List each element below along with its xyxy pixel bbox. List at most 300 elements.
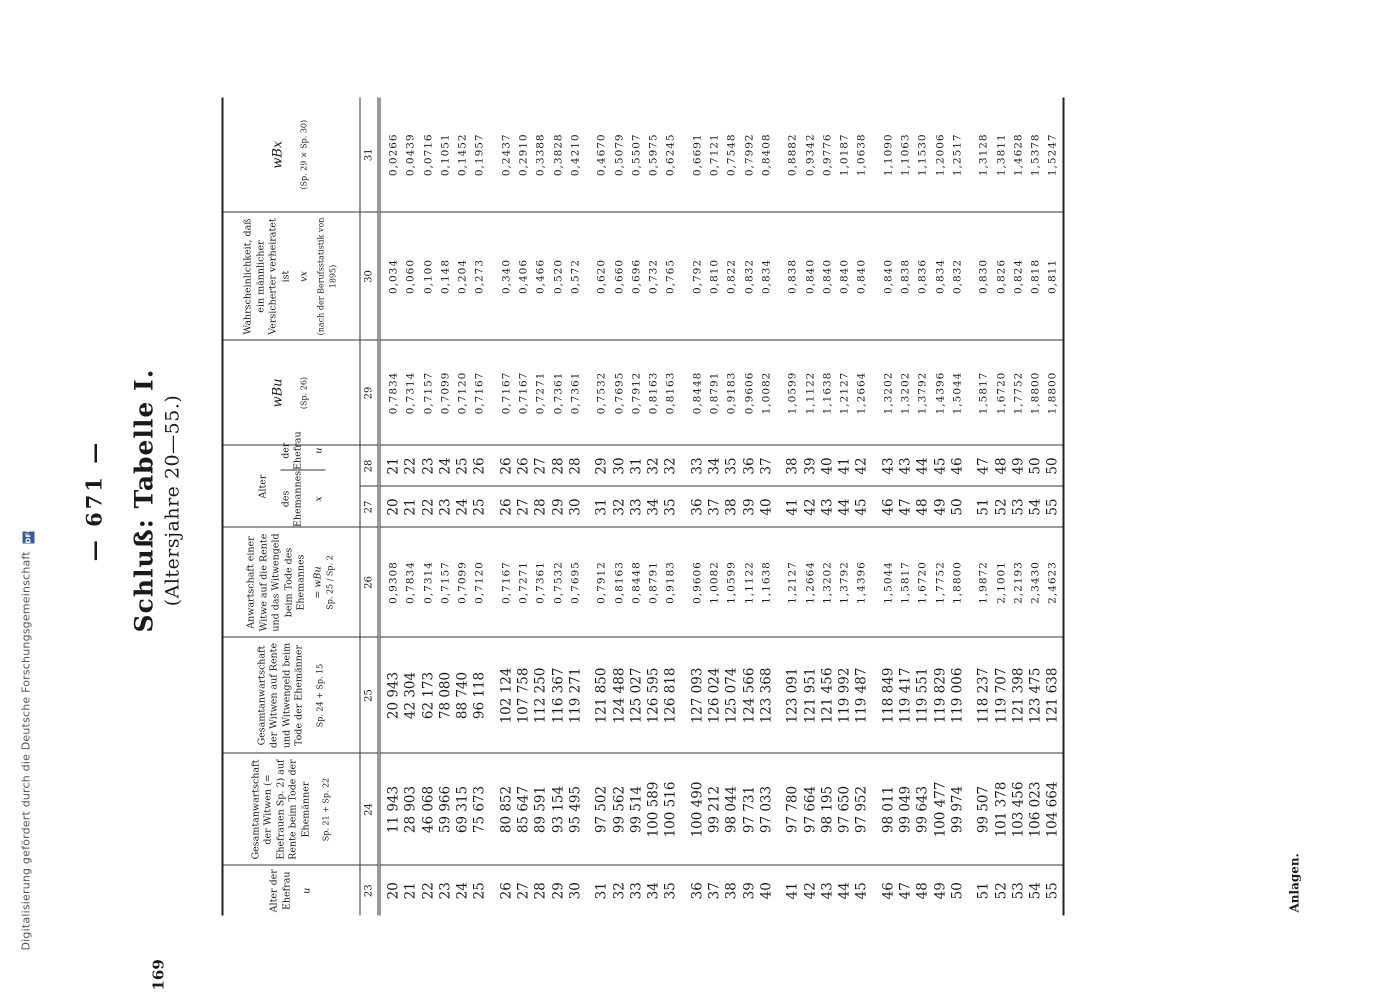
cell-anwartschaft-rente: 11 943 — [379, 754, 403, 866]
cell-vx: 0,466 — [533, 213, 550, 341]
table-row — [871, 98, 897, 916]
table-row — [932, 98, 949, 916]
cell-anwartschaft-witwengeld: 126 024 — [707, 638, 724, 754]
cell-wbx: 1,5247 — [1045, 98, 1063, 213]
header-wahrscheinlichkeit — [223, 213, 361, 341]
cell-alter-ehemann: 33 — [628, 487, 645, 528]
cell-anwartschaft-rente: 97 731 — [741, 754, 758, 866]
cell-anwartschaft-witwe: 2,1001 — [993, 528, 1010, 638]
cell-vx: 0,204 — [455, 213, 472, 341]
table-row — [437, 98, 454, 916]
header-alter-group — [223, 431, 361, 528]
cell-wbu: 0,7099 — [437, 341, 454, 446]
header-ref-29: (Sp. 26) — [299, 376, 309, 410]
header-alter-ehefrau — [223, 866, 361, 916]
cell-alter-ehefrau: 27 — [515, 882, 532, 900]
cell-vx: 0,406 — [516, 213, 533, 341]
cell-vx: 0,340 — [489, 213, 515, 341]
cell-anwartschaft-witwe: 1,9872 — [967, 528, 993, 638]
table-row — [1010, 98, 1027, 916]
cell-anwartschaft-witwe: 1,5044 — [871, 528, 897, 638]
cell-anwartschaft-witwe: 1,1638 — [758, 528, 775, 638]
cell-wbx: 0,8408 — [758, 98, 775, 213]
cell-vx: 0,822 — [724, 213, 741, 341]
cell-vx: 0,060 — [403, 213, 420, 341]
cell-vx: 0,834 — [758, 213, 775, 341]
cell-vx: 0,696 — [628, 213, 645, 341]
cell-alter-ehefrau-2: 36 — [741, 446, 758, 487]
cell-alter-ehemann: 34 — [646, 487, 663, 528]
cell-wbx: 0,5507 — [628, 98, 645, 213]
cell-vx: 0,620 — [585, 213, 611, 341]
header-ehefrau — [280, 431, 326, 471]
header-text-29: wBu — [270, 378, 285, 408]
header-text-25: Gesamtanwartschaft der Witwen auf Rente und Witwengeld beim Tode der Ehemänner — [256, 642, 305, 749]
table-row — [403, 98, 420, 916]
cell-anwartschaft-witwe: 0,8791 — [646, 528, 663, 638]
cell-anwartschaft-witwengeld: 20 943 — [379, 638, 403, 754]
cell-anwartschaft-rente: 28 903 — [403, 754, 420, 866]
cell-alter-ehefrau: 32 — [611, 882, 628, 900]
cell-anwartschaft-witwe: 0,7120 — [472, 528, 489, 638]
cell-anwartschaft-witwengeld: 119 487 — [854, 638, 871, 754]
cell-wbx: 0,0716 — [420, 98, 437, 213]
cell-anwartschaft-rente: 99 562 — [611, 754, 628, 866]
table-row — [680, 98, 706, 916]
cell-alter-ehefrau: 25 — [471, 882, 488, 900]
table-row — [472, 98, 489, 916]
cell-wbx: 1,2006 — [932, 98, 949, 213]
cell-anwartschaft-rente: 97 952 — [854, 754, 871, 866]
cell-anwartschaft-rente: 75 673 — [472, 754, 489, 866]
cell-alter-ehemann: 27 — [516, 487, 533, 528]
cell-vx: 0,840 — [871, 213, 897, 341]
cell-wbu: 1,0082 — [758, 341, 775, 446]
dfg-logo: DFG — [24, 526, 33, 544]
header-text-31: wBx — [270, 140, 285, 169]
cell-anwartschaft-rente: 98 195 — [819, 754, 836, 866]
cell-anwartschaft-witwengeld: 119 417 — [898, 638, 915, 754]
cell-alter-ehemann: 22 — [420, 487, 437, 528]
cell-wbx: 0,3388 — [533, 98, 550, 213]
cell-wbx: 0,7121 — [707, 98, 724, 213]
cell-anwartschaft-witwe: 0,7834 — [403, 528, 420, 638]
table-row — [837, 98, 854, 916]
header-ref-25: Sp. 24 + Sp. 15 — [315, 663, 325, 728]
header-ref-31: (Sp. 29 × Sp. 30) — [299, 119, 309, 190]
cell-alter-ehemann: 47 — [898, 487, 915, 528]
cell-wbu: 0,7167 — [472, 341, 489, 446]
cell-alter-ehemann: 51 — [967, 487, 993, 528]
cell-alter-ehemann: 21 — [403, 487, 420, 528]
col-number: 30 — [360, 213, 379, 341]
cell-wbx: 0,8882 — [776, 98, 802, 213]
cell-alter-ehefrau: 44 — [836, 882, 853, 900]
table-row — [455, 98, 472, 916]
cell-anwartschaft-witwe: 0,7314 — [420, 528, 437, 638]
cell-wbu: 1,8800 — [1028, 341, 1045, 446]
cell-anwartschaft-witwengeld: 118 237 — [967, 638, 993, 754]
cell-wbu: 1,6720 — [993, 341, 1010, 446]
cell-alter-ehefrau: 48 — [914, 882, 931, 900]
cell-anwartschaft-rente: 46 068 — [420, 754, 437, 866]
cell-anwartschaft-rente: 100 477 — [932, 754, 949, 866]
cell-wbx: 0,2910 — [516, 98, 533, 213]
cell-wbx: 1,3128 — [967, 98, 993, 213]
cell-anwartschaft-rente: 85 647 — [516, 754, 533, 866]
cell-alter-ehefrau-2: 23 — [420, 446, 437, 487]
cell-alter-ehefrau-2: 50 — [1028, 446, 1045, 487]
cell-wbx: 0,9342 — [802, 98, 819, 213]
cell-alter-ehefrau: 37 — [706, 882, 723, 900]
column-number-row — [360, 98, 379, 916]
cell-wbx: 0,5975 — [646, 98, 663, 213]
cell-alter-ehemann: 41 — [776, 487, 802, 528]
table-row — [585, 98, 611, 916]
cell-alter-ehemann: 24 — [455, 487, 472, 528]
cell-wbu: 1,8800 — [1045, 341, 1063, 446]
cell-alter-ehefrau: 34 — [645, 882, 662, 900]
cell-vx: 0,792 — [680, 213, 706, 341]
cell-alter-ehemann: 29 — [550, 487, 567, 528]
cell-anwartschaft-witwe: 1,6720 — [915, 528, 932, 638]
cell-wbu: 0,7695 — [611, 341, 628, 446]
cell-anwartschaft-witwengeld: 112 250 — [533, 638, 550, 754]
cell-alter-ehefrau-2: 30 — [611, 446, 628, 487]
header-sym-27: x — [313, 496, 324, 502]
cell-anwartschaft-witwengeld: 116 367 — [550, 638, 567, 754]
cell-alter-ehefrau-2: 38 — [776, 446, 802, 487]
cell-alter-ehemann: 38 — [724, 487, 741, 528]
cell-alter-ehemann: 36 — [680, 487, 706, 528]
cell-anwartschaft-witwe: 1,2127 — [776, 528, 802, 638]
cell-anwartschaft-witwe: 1,8800 — [949, 528, 966, 638]
cell-alter-ehefrau-2: 44 — [915, 446, 932, 487]
cell-anwartschaft-witwe: 1,0599 — [724, 528, 741, 638]
cell-vx: 0,838 — [776, 213, 802, 341]
cell-alter-ehemann: 30 — [567, 487, 584, 528]
cell-anwartschaft-rente: 99 212 — [707, 754, 724, 866]
cell-wbx: 0,6691 — [680, 98, 706, 213]
cell-anwartschaft-witwengeld: 78 080 — [437, 638, 454, 754]
cell-wbu: 0,8163 — [663, 341, 680, 446]
cell-wbx: 0,1051 — [437, 98, 454, 213]
header-text-24: Gesamtanwartschaft der Witwen (= Ehefrauen Sp. 2) auf Rente beim Tode der Ehemänner — [250, 759, 311, 860]
cell-alter-ehefrau: 45 — [853, 882, 870, 900]
cell-vx: 0,840 — [854, 213, 871, 341]
cell-alter-ehefrau: 26 — [498, 882, 515, 900]
cell-alter-ehefrau-2: 24 — [437, 446, 454, 487]
cell-alter-ehefrau-2: 26 — [516, 446, 533, 487]
cell-alter-ehefrau-2: 26 — [472, 446, 489, 487]
cell-anwartschaft-witwengeld: 119 992 — [837, 638, 854, 754]
cell-vx: 0,818 — [1028, 213, 1045, 341]
cell-anwartschaft-witwengeld: 123 368 — [758, 638, 775, 754]
header-text-26: Anwartschaft einer Witwe auf die Rente und das Witwengeld beim Tode des Ehemannes — [245, 533, 307, 632]
table-row — [1028, 98, 1045, 916]
cell-anwartschaft-rente: 89 591 — [533, 754, 550, 866]
header-sym-26: = wBu — [312, 566, 324, 599]
cell-alter-ehemann: 42 — [802, 487, 819, 528]
cell-alter-ehefrau: 38 — [723, 882, 740, 900]
cell-alter-ehemann: 23 — [437, 487, 454, 528]
cell-wbx: 0,4670 — [585, 98, 611, 213]
cell-anwartschaft-witwe: 0,9606 — [680, 528, 706, 638]
cell-anwartschaft-witwe: 1,0082 — [707, 528, 724, 638]
cell-vx: 0,811 — [1045, 213, 1063, 341]
cell-wbx: 0,4210 — [567, 98, 584, 213]
cell-wbu: 1,2664 — [854, 341, 871, 446]
cell-alter-ehemann: 43 — [819, 487, 836, 528]
cell-wbu: 1,3792 — [915, 341, 932, 446]
cell-wbu: 1,2127 — [837, 341, 854, 446]
cell-alter-ehefrau: 54 — [1027, 882, 1044, 900]
cell-anwartschaft-witwengeld: 125 074 — [724, 638, 741, 754]
cell-anwartschaft-rente: 99 974 — [949, 754, 966, 866]
cell-anwartschaft-witwe: 2,4623 — [1045, 528, 1063, 638]
cell-wbx: 1,5378 — [1028, 98, 1045, 213]
cell-wbx: 0,0266 — [379, 98, 403, 213]
cell-anwartschaft-witwe: 1,2664 — [802, 528, 819, 638]
header-sym-28: u — [313, 447, 324, 454]
cell-vx: 0,838 — [898, 213, 915, 341]
cell-wbu: 1,1122 — [802, 341, 819, 446]
cell-wbx: 0,2437 — [489, 98, 515, 213]
cell-vx: 0,832 — [949, 213, 966, 341]
cell-wbx: 0,7992 — [741, 98, 758, 213]
table-row — [628, 98, 645, 916]
cell-anwartschaft-witwengeld: 119 707 — [993, 638, 1010, 754]
cell-wbx: 1,1063 — [898, 98, 915, 213]
header-ehemann — [280, 471, 326, 527]
cell-anwartschaft-rente: 99 514 — [628, 754, 645, 866]
table-row — [967, 98, 993, 916]
cell-alter-ehefrau-2: 35 — [724, 446, 741, 487]
cell-vx: 0,826 — [993, 213, 1010, 341]
table-row — [802, 98, 819, 916]
cell-anwartschaft-rente: 99 507 — [967, 754, 993, 866]
col-number: 24 — [360, 754, 379, 866]
cell-wbx: 1,2517 — [949, 98, 966, 213]
table-row — [993, 98, 1010, 916]
cell-alter-ehefrau-2: 42 — [854, 446, 871, 487]
cell-alter-ehefrau: 28 — [532, 882, 549, 900]
cell-alter-ehefrau: 53 — [1010, 882, 1027, 900]
cell-alter-ehefrau-2: 49 — [1010, 446, 1027, 487]
table-row — [489, 98, 515, 916]
cell-anwartschaft-witwengeld: 124 488 — [611, 638, 628, 754]
header-text-27: des Ehemannes — [280, 470, 304, 527]
cell-anwartschaft-witwe: 0,9308 — [379, 528, 403, 638]
cell-alter-ehefrau-2: 34 — [707, 446, 724, 487]
cell-anwartschaft-witwe: 0,7695 — [567, 528, 584, 638]
cell-alter-ehemann: 31 — [585, 487, 611, 528]
cell-alter-ehefrau-2: 29 — [585, 446, 611, 487]
cell-anwartschaft-rente: 97 033 — [758, 754, 775, 866]
cell-wbu: 1,3202 — [871, 341, 897, 446]
cell-wbu: 0,7912 — [628, 341, 645, 446]
cell-alter-ehefrau: 33 — [628, 882, 645, 900]
table-row — [949, 98, 966, 916]
cell-anwartschaft-rente: 93 154 — [550, 754, 567, 866]
header-ref-30: (nach der Berufsstatistik von 1895) — [316, 217, 338, 336]
cell-vx: 0,836 — [915, 213, 932, 341]
digitization-credit — [19, 526, 35, 951]
cell-wbu: 0,7167 — [516, 341, 533, 446]
cell-alter-ehemann: 44 — [837, 487, 854, 528]
header-wbu — [223, 341, 361, 446]
cell-alter-ehefrau-2: 39 — [802, 446, 819, 487]
cell-alter-ehefrau-2: 43 — [871, 446, 897, 487]
cell-anwartschaft-rente: 95 495 — [567, 754, 584, 866]
cell-wbu: 1,1638 — [819, 341, 836, 446]
cell-alter-ehefrau: 43 — [819, 882, 836, 900]
col-number: 25 — [360, 638, 379, 754]
cell-alter-ehefrau-2: 31 — [628, 446, 645, 487]
cell-alter-ehefrau-2: 32 — [646, 446, 663, 487]
cell-alter-ehemann: 54 — [1028, 487, 1045, 528]
header-text-28: der Ehefrau — [280, 431, 304, 470]
cell-wbu: 0,7361 — [567, 341, 584, 446]
cell-vx: 0,765 — [663, 213, 680, 341]
cell-alter-ehemann: 48 — [915, 487, 932, 528]
cell-alter-ehefrau-2: 25 — [455, 446, 472, 487]
cell-anwartschaft-rente: 100 490 — [680, 754, 706, 866]
cell-alter-ehemann: 40 — [758, 487, 775, 528]
cell-wbu: 0,7120 — [455, 341, 472, 446]
cell-alter-ehefrau-2: 41 — [837, 446, 854, 487]
page-number-side: 169 — [149, 959, 168, 991]
cell-anwartschaft-witwe: 0,9183 — [663, 528, 680, 638]
cell-wbx: 0,7548 — [724, 98, 741, 213]
cell-wbx: 1,1090 — [871, 98, 897, 213]
cell-anwartschaft-witwengeld: 121 951 — [802, 638, 819, 754]
cell-anwartschaft-rente: 97 650 — [837, 754, 854, 866]
cell-anwartschaft-witwengeld: 123 091 — [776, 638, 802, 754]
cell-alter-ehefrau-2: 40 — [819, 446, 836, 487]
table-row — [758, 98, 775, 916]
cell-alter-ehefrau: 50 — [949, 882, 966, 900]
cell-anwartschaft-witwe: 1,3202 — [819, 528, 836, 638]
cell-alter-ehemann: 55 — [1045, 487, 1063, 528]
cell-wbx: 1,3811 — [993, 98, 1010, 213]
cell-wbx: 1,4628 — [1010, 98, 1027, 213]
cell-alter-ehemann: 53 — [1010, 487, 1027, 528]
cell-alter-ehefrau: 47 — [897, 882, 914, 900]
cell-alter-ehemann: 25 — [472, 487, 489, 528]
cell-vx: 0,572 — [567, 213, 584, 341]
table-row — [776, 98, 802, 916]
cell-alter-ehefrau: 23 — [437, 882, 454, 900]
cell-vx: 0,034 — [379, 213, 403, 341]
table-row — [741, 98, 758, 916]
cell-anwartschaft-rente: 98 011 — [871, 754, 897, 866]
cell-alter-ehefrau: 46 — [880, 882, 897, 900]
cell-alter-ehefrau-2: 37 — [758, 446, 775, 487]
table-row — [724, 98, 741, 916]
cell-anwartschaft-witwe: 2,2193 — [1010, 528, 1027, 638]
cell-anwartschaft-witwe: 0,7271 — [516, 528, 533, 638]
cell-anwartschaft-rente: 98 044 — [724, 754, 741, 866]
cell-wbu: 0,9606 — [741, 341, 758, 446]
cell-anwartschaft-witwe: 0,7157 — [437, 528, 454, 638]
cell-anwartschaft-witwe: 0,7167 — [489, 528, 515, 638]
cell-anwartschaft-witwengeld: 107 758 — [516, 638, 533, 754]
cell-wbx: 0,9776 — [819, 98, 836, 213]
cell-alter-ehemann: 28 — [533, 487, 550, 528]
cell-alter-ehefrau: 31 — [593, 882, 610, 900]
col-number: 23 — [360, 866, 379, 916]
cell-vx: 0,830 — [967, 213, 993, 341]
cell-wbu: 0,7157 — [420, 341, 437, 446]
page-number-top: — 671 — — [81, 439, 107, 562]
table-row — [516, 98, 533, 916]
col-number: 31 — [360, 98, 379, 213]
cell-anwartschaft-witwengeld: 119 551 — [915, 638, 932, 754]
cell-alter-ehemann: 37 — [707, 487, 724, 528]
cell-alter-ehemann: 45 — [854, 487, 871, 528]
cell-anwartschaft-witwengeld: 102 124 — [489, 638, 515, 754]
cell-wbu: 0,7361 — [550, 341, 567, 446]
table-row — [533, 98, 550, 916]
cell-alter-ehefrau: 51 — [975, 882, 992, 900]
col-number: 29 — [360, 341, 379, 446]
table-row — [420, 98, 437, 916]
cell-vx: 0,273 — [472, 213, 489, 341]
table-title: Schluß: Tabelle I. — [129, 368, 159, 633]
cell-anwartschaft-rente: 101 378 — [993, 754, 1010, 866]
cell-alter-ehefrau-2: 22 — [403, 446, 420, 487]
table-row — [567, 98, 584, 916]
table-row — [379, 98, 403, 916]
cell-alter-ehemann: 46 — [871, 487, 897, 528]
cell-anwartschaft-witwengeld: 127 093 — [680, 638, 706, 754]
cell-wbu: 0,8163 — [646, 341, 663, 446]
cell-anwartschaft-witwengeld: 119 271 — [567, 638, 584, 754]
cell-wbx: 0,0439 — [403, 98, 420, 213]
cell-wbu: 0,8791 — [707, 341, 724, 446]
footnote-anlagen: Anlagen. — [1287, 853, 1302, 913]
header-wbx — [223, 98, 361, 213]
cell-vx: 0,148 — [437, 213, 454, 341]
cell-anwartschaft-rente: 100 589 — [646, 754, 663, 866]
header-text-23: Alter der Ehefrau — [268, 869, 293, 913]
data-table — [222, 98, 1065, 916]
table-row — [898, 98, 915, 916]
cell-anwartschaft-rente: 103 456 — [1010, 754, 1027, 866]
cell-alter-ehefrau: 52 — [993, 882, 1009, 900]
cell-wbu: 0,7271 — [533, 341, 550, 446]
cell-anwartschaft-witwe: 1,7752 — [932, 528, 949, 638]
table-row — [611, 98, 628, 916]
cell-anwartschaft-rente: 106 023 — [1028, 754, 1045, 866]
cell-alter-ehemann: 35 — [663, 487, 680, 528]
table-subtitle: (Altersjahre 20—55.) — [161, 394, 184, 607]
cell-alter-ehefrau-2: 28 — [550, 446, 567, 487]
cell-anwartschaft-witwe: 0,7361 — [533, 528, 550, 638]
table-row — [1045, 98, 1063, 916]
cell-anwartschaft-witwengeld: 125 027 — [628, 638, 645, 754]
table-row — [819, 98, 836, 916]
cell-alter-ehefrau: 39 — [741, 882, 758, 900]
cell-alter-ehefrau: 35 — [662, 882, 679, 900]
cell-alter-ehefrau-2: 50 — [1045, 446, 1063, 487]
cell-wbx: 1,0638 — [854, 98, 871, 213]
cell-wbx: 0,6245 — [663, 98, 680, 213]
cell-anwartschaft-rente: 99 643 — [915, 754, 932, 866]
cell-alter-ehefrau: 42 — [802, 882, 819, 900]
cell-wbx: 1,0187 — [837, 98, 854, 213]
